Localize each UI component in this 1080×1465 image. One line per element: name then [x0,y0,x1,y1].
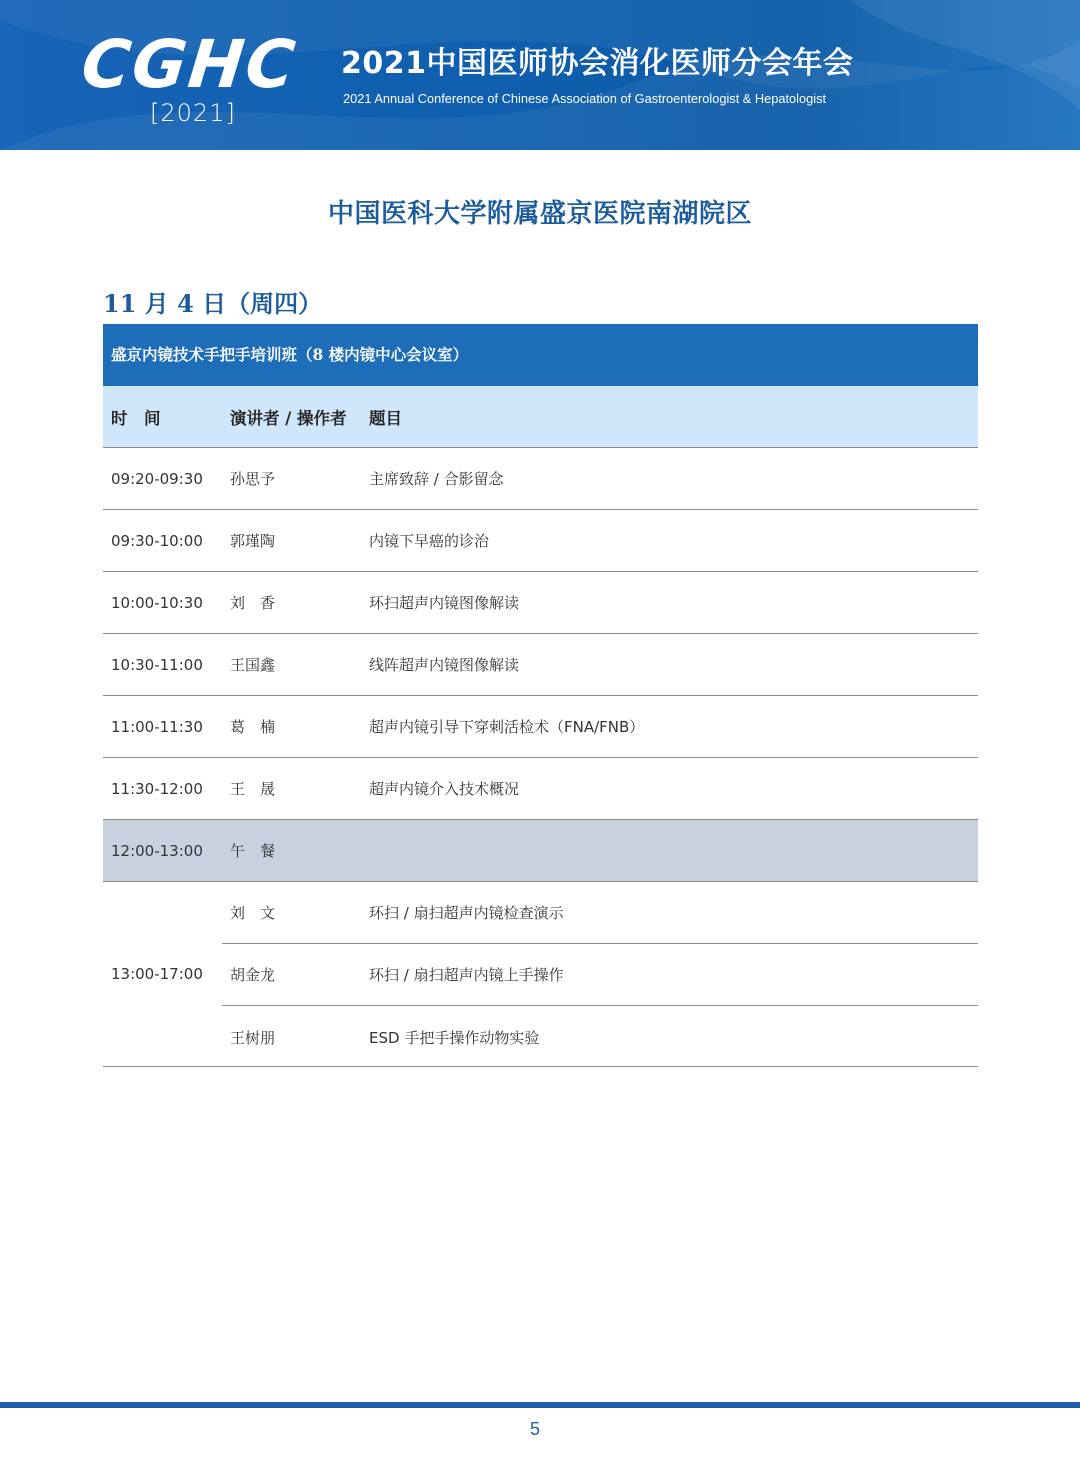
table-row [103,572,978,634]
table-row [103,634,978,696]
row-time: 10:30-11:00 [111,655,203,674]
conference-subtitle: 2021 Annual Conference of Chinese Association of Gastroenterologist & Hepatologist [343,91,827,106]
conference-title: 2021中国医师协会消化医师分会年会 [341,46,854,81]
afternoon-block [103,882,978,1067]
cghc-logo [78,26,301,130]
column-header-topic: 题目 [369,408,402,428]
session-title: 盛京内镜技术手把手培训班（8 楼内镜中心会议室） [103,324,978,386]
table-row [103,448,978,510]
table-row [103,696,978,758]
row-topic: 环扫 / 扇扫超声内镜上手操作 [369,966,564,984]
row-topic: 线阵超声内镜图像解读 [369,656,520,674]
venue-title: 中国医科大学附属盛京医院南湖院区 [327,199,752,229]
row-speaker: 葛 楠 [230,718,276,736]
row-time: 11:00-11:30 [111,717,203,736]
row-speaker: 胡金龙 [230,966,276,984]
logo-wordmark: CGHC [78,26,301,103]
row-time: 10:00-10:30 [111,593,203,612]
date-heading: 11 月 4 日（周四） [103,289,323,318]
footer-rule [0,1402,1080,1408]
row-speaker: 孙思予 [230,470,276,488]
row-speaker: 王 晟 [230,780,276,798]
lunch-row [103,820,978,882]
table-row [103,758,978,820]
column-header-speaker: 演讲者 / 操作者 [230,408,347,428]
lunch-time: 12:00-13:00 [111,841,203,860]
row-topic: 内镜下早癌的诊治 [369,532,490,550]
logo-year: [2021] [150,99,236,127]
lunch-label: 午 餐 [230,842,276,860]
conference-banner [0,0,1080,150]
table-header [103,386,978,448]
row-speaker: 郭瑾陶 [230,532,276,550]
table-row [222,944,978,1006]
table-row [103,510,978,572]
row-time: 11:30-12:00 [111,779,203,798]
row-topic: 超声内镜介入技术概况 [369,780,520,798]
row-topic: 主席致辞 / 合影留念 [369,470,504,488]
row-topic: ESD 手把手操作动物实验 [369,1028,540,1047]
page-number: 5 [529,1419,540,1439]
afternoon-time: 13:00-17:00 [111,965,203,983]
row-topic: 环扫 / 扇扫超声内镜检查演示 [369,904,564,922]
row-speaker: 王国鑫 [230,656,276,674]
row-topic: 超声内镜引导下穿刺活检术（FNA/FNB） [369,718,645,736]
table-row [222,1006,978,1068]
row-speaker: 刘 文 [230,904,276,922]
table-row [222,882,978,944]
row-time: 09:30-10:00 [111,531,203,550]
row-time: 09:20-09:30 [111,469,203,488]
schedule-table [103,324,978,1067]
row-topic: 环扫超声内镜图像解读 [369,594,520,612]
row-speaker: 王树朋 [230,1028,276,1047]
column-header-time: 时 间 [111,408,161,428]
row-speaker: 刘 香 [230,594,276,612]
